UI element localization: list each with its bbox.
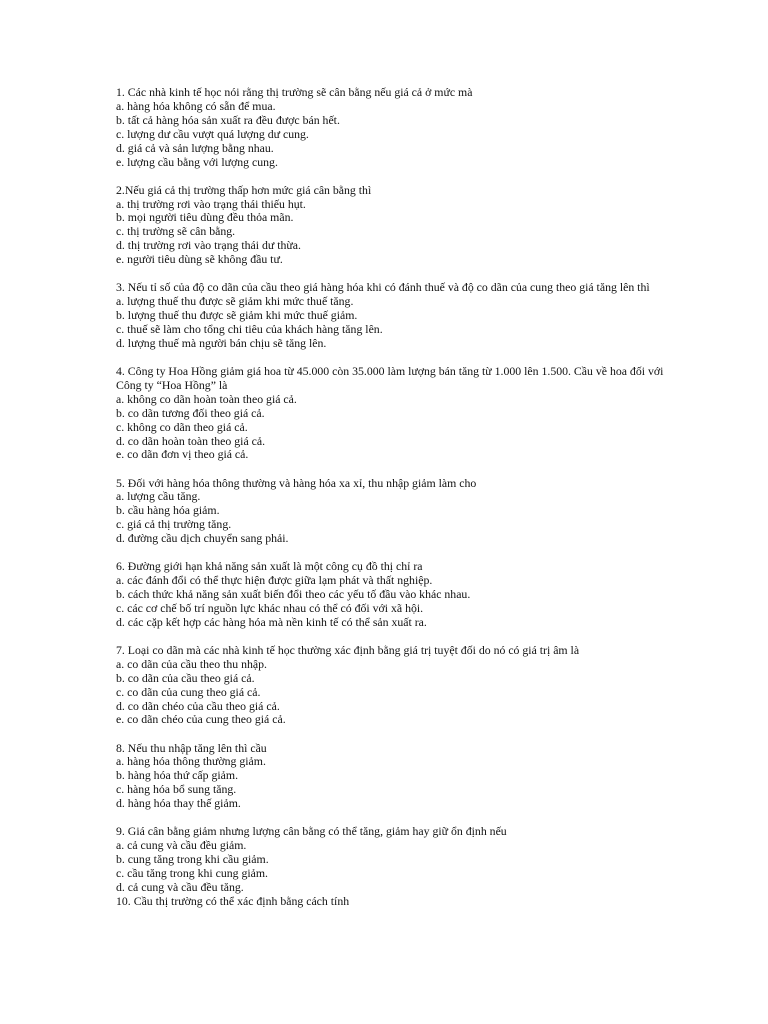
question-text: 9. Giá cân bằng giảm nhưng lượng cân bằng có thể tăng, giảm hay giữ ổn định nếu — [116, 824, 507, 839]
answer-option: d. hàng hóa thay thế giảm. — [116, 796, 241, 811]
question-text: 5. Đối với hàng hóa thông thường và hàng hóa xa xỉ, thu nhập giảm làm cho — [116, 475, 477, 490]
document-page — [116, 86, 676, 909]
answer-option: e. lượng cầu bằng với lượng cung. — [116, 154, 278, 169]
question-6 — [116, 560, 676, 630]
answer-option: a. co dãn của cầu theo thu nhập. — [116, 656, 268, 671]
answer-option: b. cung tăng trong khi cầu giảm. — [116, 852, 269, 867]
answer-option: c. cầu tăng trong khi cung giảm. — [116, 866, 269, 880]
answer-option: d. cả cung và cầu đều tăng. — [116, 879, 244, 894]
question-text: 6. Đường giới hạn khả năng sản xuất là một công cụ đồ thị chỉ ra — [116, 559, 423, 574]
answer-option: d. thị trường rơi vào trạng thái dư thừa. — [116, 238, 301, 253]
answer-option: d. đường cầu dịch chuyển sang phải. — [116, 531, 289, 546]
question-text: 4. Công ty Hoa Hồng giảm giá hoa từ 45.000 còn 35.000 làm lượng bán tăng từ 1.000 lên 1.500. Cầu về hoa đối với Công ty “Hoa Hồng” là — [116, 363, 664, 392]
question-text: 10. Cầu thị trường có thể xác định bằng cách tính — [116, 893, 350, 908]
question-5 — [116, 477, 676, 547]
answer-option: a. lượng thuế thu được sẽ giảm khi mức thuế tăng. — [116, 294, 354, 309]
answer-option: d. giá cả và sản lượng bằng nhau. — [116, 140, 274, 155]
answer-option: c. hàng hóa bổ sung tăng. — [116, 782, 237, 797]
answer-option: d. lượng thuế mà người bán chịu sẽ tăng lên. — [116, 335, 327, 350]
answer-option: d. co dãn hoàn toàn theo giá cả. — [116, 433, 266, 448]
answer-option: b. cách thức khả năng sản xuất biến đổi theo các yếu tố đầu vào khác nhau. — [116, 587, 471, 602]
question-10 — [116, 895, 676, 909]
answer-option: d. co dãn chéo của cầu theo giá cả. — [116, 698, 280, 713]
answer-option: b. co dãn tương đối theo giá cả. — [116, 405, 265, 420]
question-text: 8. Nếu thu nhập tăng lên thì cầu — [116, 740, 267, 755]
question-text: 1. Các nhà kinh tế học nói rằng thị trường sẽ cân bằng nếu giá cả ở mức mà — [116, 85, 473, 99]
question-7 — [116, 644, 676, 727]
question-text: 2.Nếu giá cả thị trường thấp hơn mức giá cân bằng thì — [116, 182, 372, 197]
answer-option: c. co dãn của cung theo giá cả. — [116, 684, 261, 699]
question-9 — [116, 825, 676, 895]
question-3 — [116, 281, 676, 351]
answer-option: a. không co dãn hoàn toàn theo giá cả. — [116, 391, 297, 406]
answer-option: b. tất cả hàng hóa sản xuất ra đều được bán hết. — [116, 112, 340, 127]
answer-option: a. hàng hóa không có sẵn để mua. — [116, 98, 276, 113]
answer-option: c. không co dãn theo giá cả. — [116, 419, 248, 434]
answer-option: e. co dãn đơn vị theo giá cả. — [116, 447, 249, 462]
answer-option: a. các đánh đổi có thể thực hiện được giữa lạm phát và thất nghiệp. — [116, 573, 433, 588]
question-8 — [116, 742, 676, 812]
answer-option: b. hàng hóa thứ cấp giảm. — [116, 768, 239, 783]
answer-option: e. co dãn chéo của cung theo giá cả. — [116, 712, 286, 727]
question-2 — [116, 184, 676, 267]
question-text: 7. Loại co dãn mà các nhà kinh tế học thường xác định bằng giá trị tuyệt đối do nó có giá trị âm là — [116, 642, 580, 657]
question-4 — [116, 365, 676, 462]
answer-option: a. hàng hóa thông thường giảm. — [116, 754, 266, 769]
answer-option: e. người tiêu dùng sẽ không đầu tư. — [116, 252, 283, 267]
answer-option: a. lượng cầu tăng. — [116, 489, 201, 504]
answer-option: c. giá cả thị trường tăng. — [116, 517, 232, 532]
answer-option: b. lượng thuế thu được sẽ giảm khi mức thuế giảm. — [116, 308, 358, 323]
answer-option: c. thuế sẽ làm cho tổng chi tiêu của khách hàng tăng lên. — [116, 321, 383, 336]
answer-option: c. lượng dư cầu vượt quá lượng dư cung. — [116, 126, 309, 141]
question-text: 3. Nếu tỉ số của độ co dãn của cầu theo giá hàng hóa khi có đánh thuế và độ co dãn của cung theo giá tăng lên thì — [116, 280, 650, 295]
answer-option: b. mọi người tiêu dùng đều thỏa mãn. — [116, 210, 294, 225]
answer-option: a. thị trường rơi vào trạng thái thiếu hụt. — [116, 196, 306, 211]
answer-option: c. các cơ chế bố trí nguồn lực khác nhau có thể có đối với xã hội. — [116, 600, 424, 615]
answer-option: c. thị trường sẽ cân bằng. — [116, 224, 236, 239]
answer-option: a. cả cung và cầu đều giảm. — [116, 838, 247, 853]
answer-option: d. các cặp kết hợp các hàng hóa mà nền kinh tế có thể sản xuất ra. — [116, 614, 427, 629]
answer-option: b. cầu hàng hóa giảm. — [116, 503, 220, 518]
answer-option: b. co dãn của cầu theo giá cả. — [116, 670, 255, 685]
question-1 — [116, 86, 676, 169]
